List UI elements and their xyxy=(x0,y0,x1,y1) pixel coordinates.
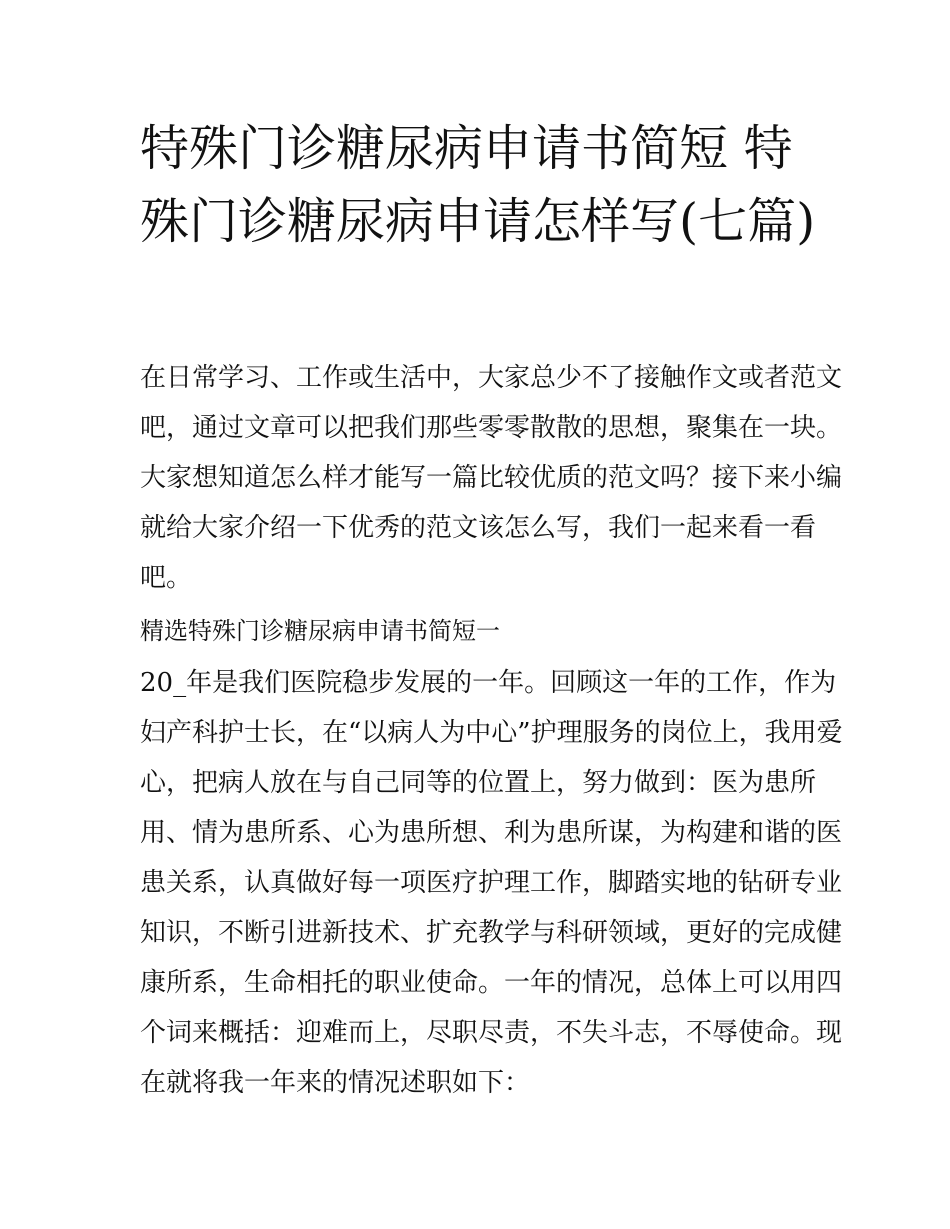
body-line: 妇产科护士长，在“以病人为中心”护理服务的岗位上，我用爱 xyxy=(140,718,843,748)
intro-line: 在日常学习、工作或生活中，大家总少不了接触作文或者范文 xyxy=(140,363,843,393)
body-line: 心，把病人放在与自己同等的位置上，努力做到：医为患所 xyxy=(140,768,817,798)
intro-line: 就给大家介绍一下优秀的范文该怎么写，我们一起来看一看 xyxy=(140,513,817,543)
body-line: 20_年是我们医院稳步发展的一年。回顾这一年的工作，作为 xyxy=(140,668,837,698)
document-title: 特殊门诊糖尿病申请书简短 特殊门诊糖尿病申请怎样写(七篇) xyxy=(140,120,816,250)
body-line: 知识，不断引进新技术、扩充教学与科研领域，更好的完成健 xyxy=(140,918,843,948)
body-line: 在就将我一年来的情况述职如下： xyxy=(140,1068,531,1098)
body-line: 用、情为患所系、心为患所想、利为患所谋，为构建和谐的医 xyxy=(140,818,843,848)
intro-line: 吧，通过文章可以把我们那些零零散散的思想，聚集在一块。 xyxy=(140,413,843,443)
section-heading: 精选特殊门诊糖尿病申请书简短一 xyxy=(140,617,500,645)
body-line: 个词来概括：迎难而上，尽职尽责，不失斗志，不辱使命。现 xyxy=(140,1018,843,1048)
intro-line: 大家想知道怎么样才能写一篇比较优质的范文吗？接下来小编 xyxy=(140,463,843,493)
body-line: 康所系，生命相托的职业使命。一年的情况，总体上可以用四 xyxy=(140,968,843,998)
body-line: 患关系，认真做好每一项医疗护理工作，脚踏实地的钻研专业 xyxy=(140,868,843,898)
intro-line: 吧。 xyxy=(140,563,193,593)
